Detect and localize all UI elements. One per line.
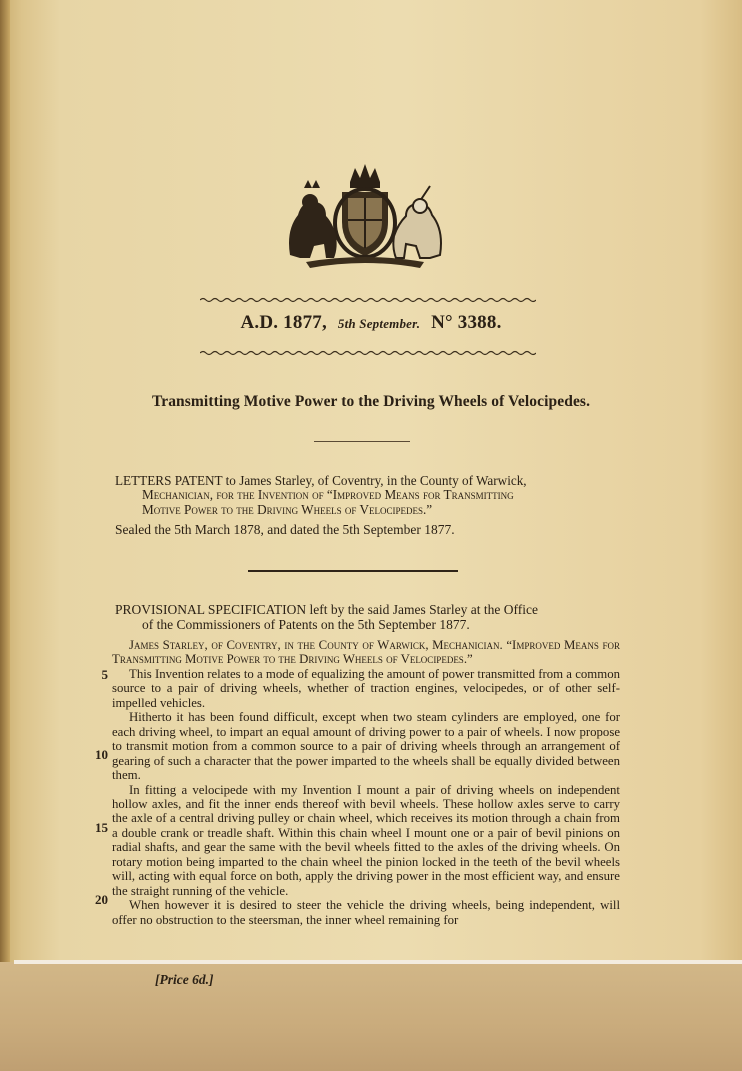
patent-number: N° 3388.: [431, 312, 502, 333]
body-paragraph-4: In fitting a velocipede with my Invention I mount a pair of driving wheels on independent hollow axles, and fit the inner ends thereof with bevil wheels. These hollow axles serve to carry the axle of a central driving pulley or chain wheel, which receives its motion through a chain from a double crank or treadle shaft. Within this chain wheel I mount one or a pair of bevil pinions on radial shafts, and gear the same with the bevil wheels fitted to the axles of the driving wheels. On rotary motion being imparted to the chain wheel the pinion locked in the teeth of the bevil wheels will, acting with equal force on both, apply the driving power in the most efficient way, and ensure the straight running of the vehicle.: [112, 782, 620, 898]
section-divider: [248, 570, 458, 572]
patent-year: A.D. 1877,: [240, 312, 327, 333]
page-bottom-fold: [0, 962, 742, 1071]
provisional-line-1: PROVISIONAL SPECIFICATION left by the said James Starley at the Office: [115, 602, 538, 617]
body-paragraph-2: This Invention relates to a mode of equalizing the amount of power transmitted from a common source to a pair of driving wheels, whether of traction engines, velocipedes, or of other self-impelled vehicles.: [112, 666, 620, 710]
document-title: Transmitting Motive Power to the Driving Wheels of Velocipedes.: [151, 393, 591, 410]
letters-patent-line-2: Mechanician, for the Invention of “Improved Means for Transmitting: [142, 487, 514, 503]
body-paragraph-1: James Starley, of Coventry, in the County of Warwick, Mechanician. “Improved Means for Transmitting Motive Power to the Driving Wheels of Velocipedes.”: [112, 638, 620, 667]
body-paragraph-5: When however it is desired to steer the vehicle the driving wheels, being independent, will offer no obstruction to the steersman, the inner wheel remaining for: [112, 898, 620, 927]
provisional-specification-heading: [115, 603, 620, 632]
letters-patent-line-1: LETTERS PATENT to James Starley, of Coventry, in the County of Warwick,: [115, 473, 527, 488]
provisional-line-2: of the Commissioners of Patents on the 5th September 1877.: [142, 616, 470, 632]
royal-coat-of-arms: [280, 160, 450, 270]
letters-patent: [115, 474, 620, 517]
title-divider: [314, 441, 410, 442]
specification-body: [112, 638, 620, 927]
line-number-5: 5: [101, 667, 108, 682]
line-number-15: 15: [95, 820, 108, 835]
patent-header: [0, 312, 742, 334]
price-label: [Price 6d.]: [155, 972, 214, 987]
line-number-10: 10: [95, 747, 108, 762]
patent-date: 5th September.: [337, 316, 421, 331]
body-paragraph-3: Hitherto it has been found difficult, except when two steam cylinders are employed, one for each driving wheel, to impart an equal amount of driving power to a pair of wheels. I now propose to transmit motion from a common source to a pair of driving wheels through an arrangement of gearing of such a character that the power imparted to the wheels shall be equally divided between them.: [112, 710, 620, 783]
sealed-date: Sealed the 5th March 1878, and dated the 5th September 1877.: [115, 522, 455, 537]
binding-spine: [0, 0, 10, 1071]
ornamental-rule-top: [200, 297, 536, 303]
ornamental-rule-bottom: [200, 350, 536, 356]
scan-edge: [14, 960, 742, 964]
line-number-20: 20: [95, 892, 108, 907]
letters-patent-line-3: Motive Power to the Driving Wheels of Velocipedes.”: [142, 501, 433, 517]
